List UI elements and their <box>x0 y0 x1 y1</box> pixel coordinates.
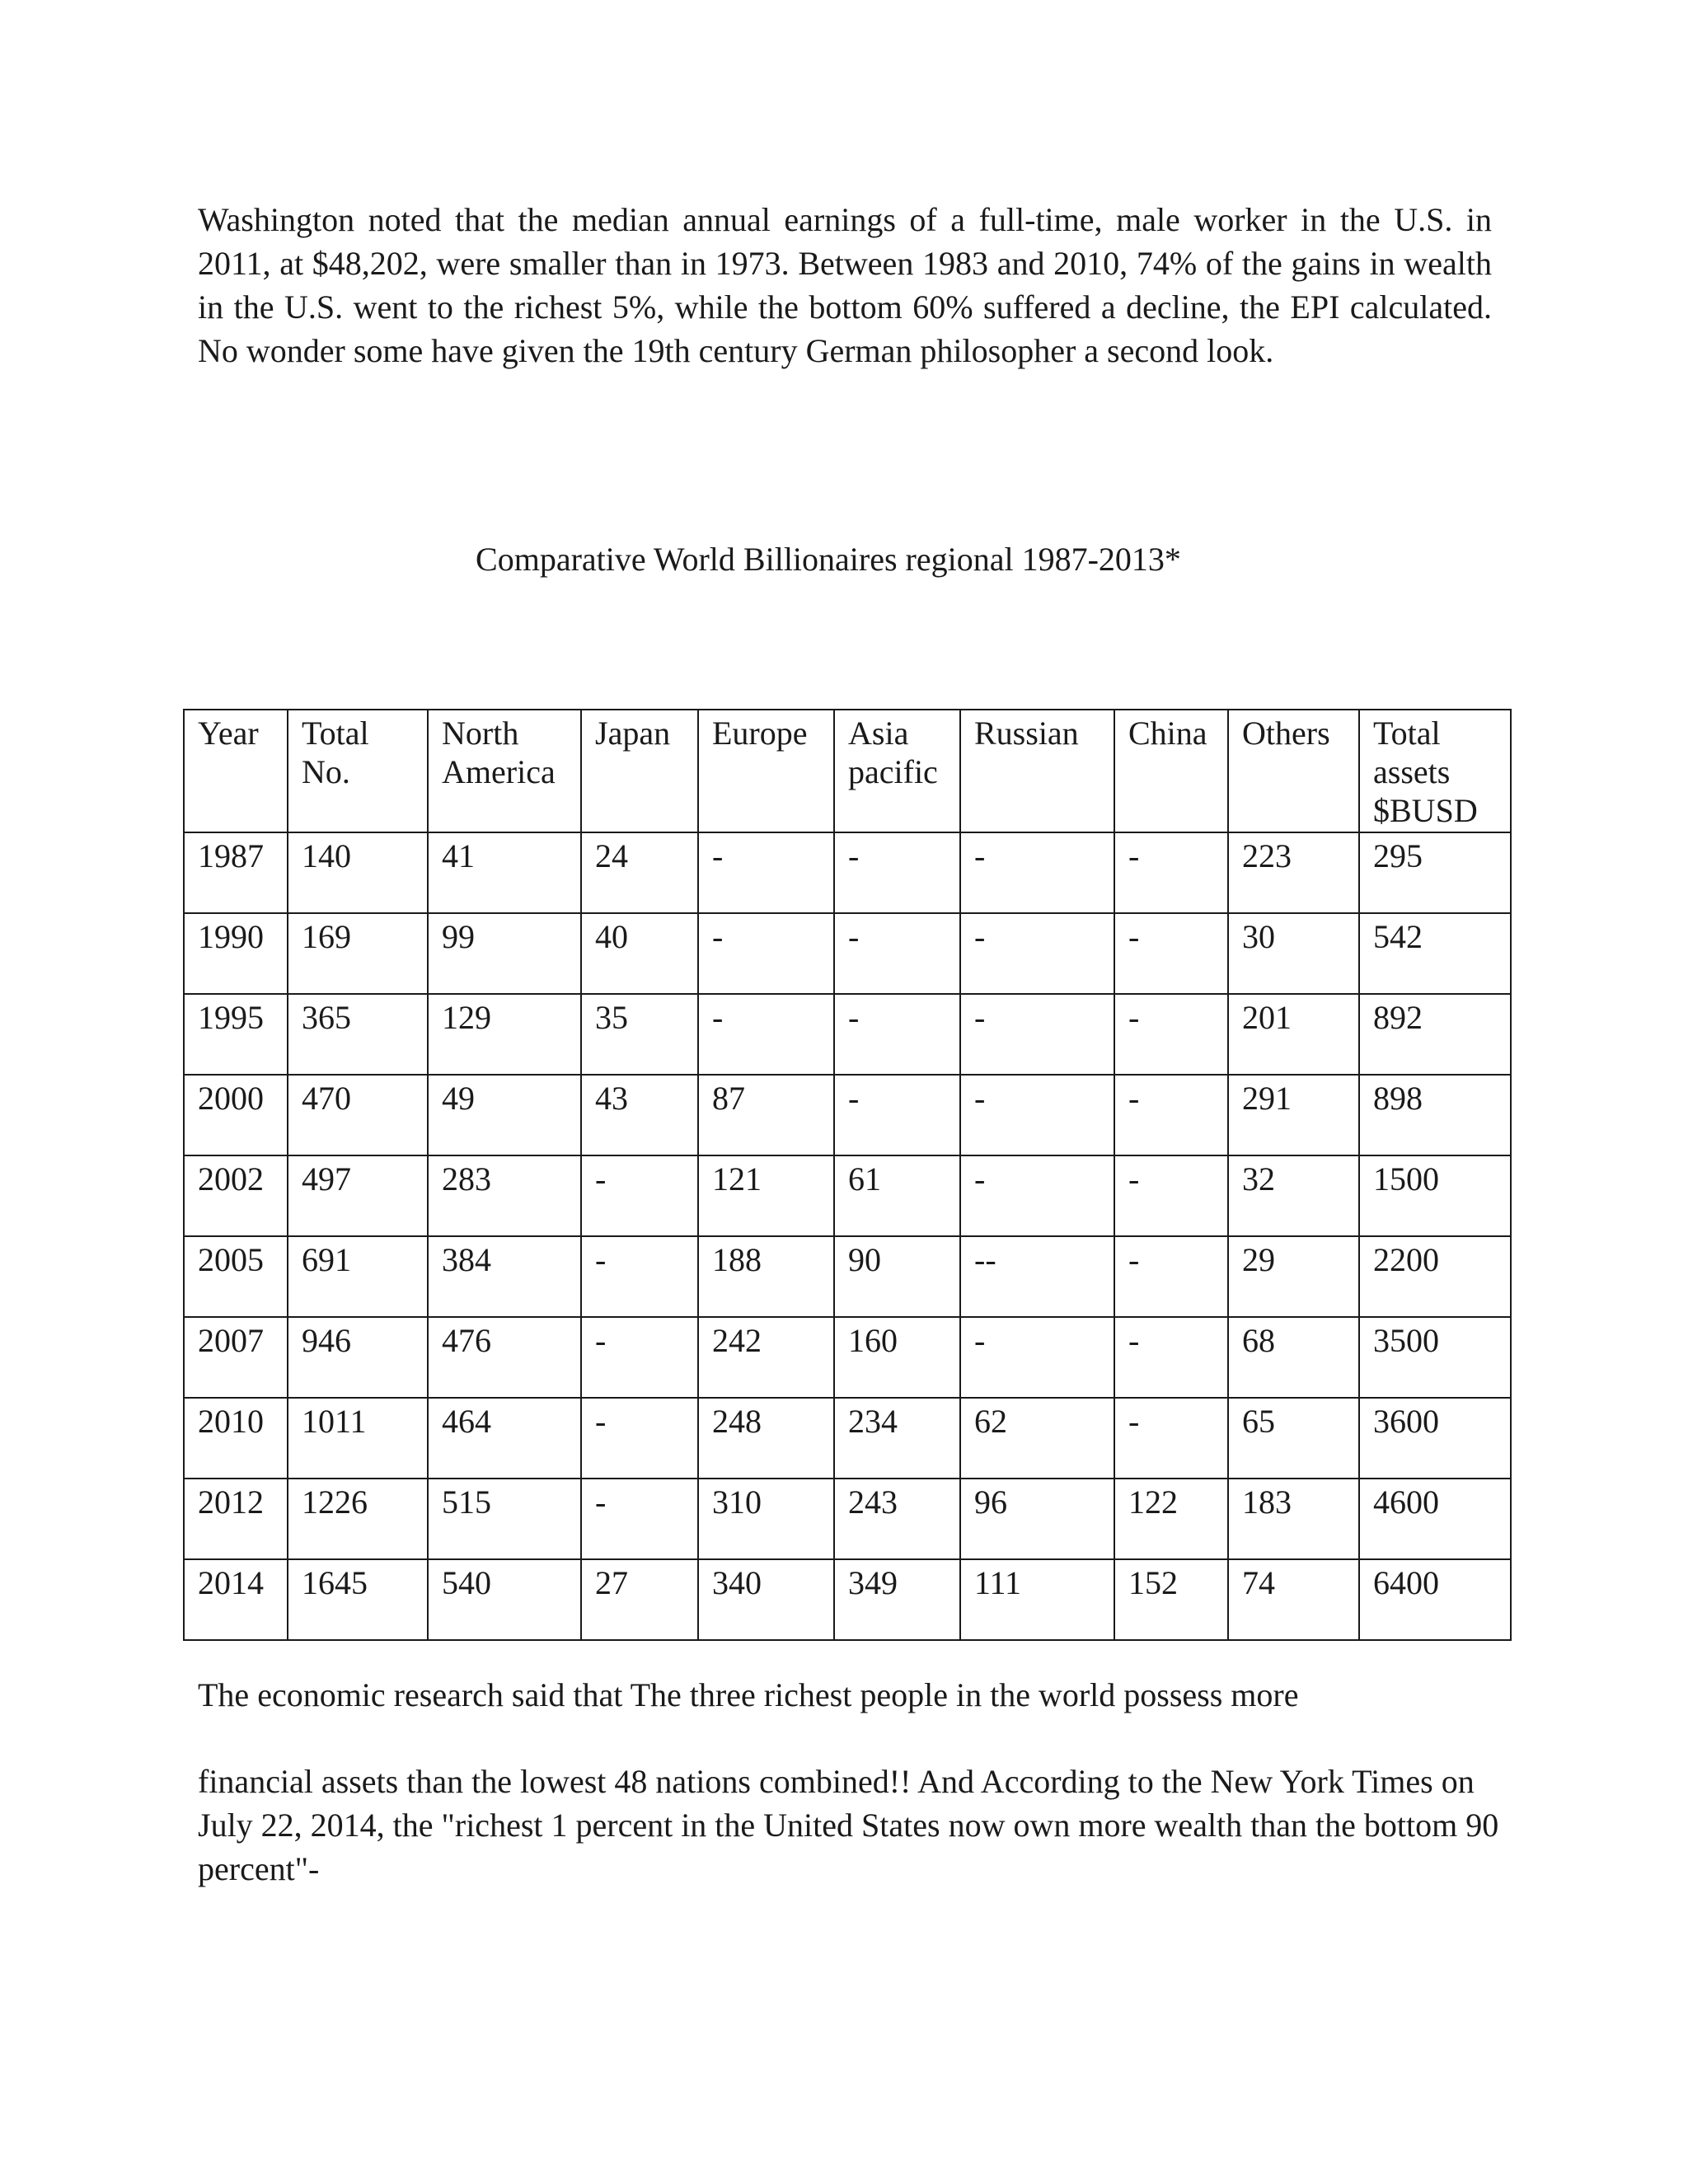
cell-year: 2012 <box>184 1479 288 1559</box>
cell-japan: - <box>581 1317 698 1398</box>
cell-china: 122 <box>1114 1479 1228 1559</box>
closing-paragraph-1: The economic research said that The three richest people in the world possess more <box>198 1676 1299 1713</box>
table-row <box>184 913 1511 994</box>
cell-total-no: 140 <box>288 832 428 913</box>
table-body <box>184 832 1511 1640</box>
cell-europe: - <box>698 913 834 994</box>
header-total-assets: Total assets $BUSD <box>1359 710 1511 832</box>
cell-total-no: 497 <box>288 1155 428 1236</box>
cell-total-assets: 295 <box>1359 832 1511 913</box>
cell-total-assets: 4600 <box>1359 1479 1511 1559</box>
header-europe: Europe <box>698 710 834 832</box>
table-row <box>184 1479 1511 1559</box>
cell-japan: 43 <box>581 1075 698 1155</box>
cell-japan: - <box>581 1155 698 1236</box>
cell-others: 65 <box>1228 1398 1359 1479</box>
cell-year: 2005 <box>184 1236 288 1317</box>
cell-total-no: 169 <box>288 913 428 994</box>
cell-russian: - <box>960 832 1114 913</box>
closing-paragraph-2: financial assets than the lowest 48 nations combined!! And According to the New York Times on July 22, 2014, the "richest 1 percent in the United States now own more wealth than the bottom 90 percent"- <box>198 1763 1499 1887</box>
cell-europe: 121 <box>698 1155 834 1236</box>
cell-total-assets: 3500 <box>1359 1317 1511 1398</box>
header-year: Year <box>184 710 288 832</box>
cell-asia-pacific: - <box>834 913 960 994</box>
cell-asia-pacific: 234 <box>834 1398 960 1479</box>
cell-north-america: 476 <box>428 1317 581 1398</box>
cell-total-no: 1226 <box>288 1479 428 1559</box>
cell-china: 152 <box>1114 1559 1228 1640</box>
cell-total-no: 1645 <box>288 1559 428 1640</box>
cell-japan: - <box>581 1236 698 1317</box>
cell-china: - <box>1114 1236 1228 1317</box>
cell-russian: - <box>960 994 1114 1075</box>
cell-asia-pacific: 349 <box>834 1559 960 1640</box>
cell-north-america: 41 <box>428 832 581 913</box>
cell-north-america: 99 <box>428 913 581 994</box>
cell-others: 30 <box>1228 913 1359 994</box>
cell-others: 29 <box>1228 1236 1359 1317</box>
header-russian: Russian <box>960 710 1114 832</box>
cell-year: 1987 <box>184 832 288 913</box>
cell-europe: 188 <box>698 1236 834 1317</box>
cell-japan: 27 <box>581 1559 698 1640</box>
table-row <box>184 1075 1511 1155</box>
cell-asia-pacific: 61 <box>834 1155 960 1236</box>
cell-total-no: 470 <box>288 1075 428 1155</box>
cell-total-no: 691 <box>288 1236 428 1317</box>
cell-year: 2010 <box>184 1398 288 1479</box>
cell-total-assets: 2200 <box>1359 1236 1511 1317</box>
header-total-no: Total No. <box>288 710 428 832</box>
cell-china: - <box>1114 1317 1228 1398</box>
cell-others: 68 <box>1228 1317 1359 1398</box>
header-china: China <box>1114 710 1228 832</box>
header-asia-pacific: Asia pacific <box>834 710 960 832</box>
cell-china: - <box>1114 832 1228 913</box>
cell-asia-pacific: 160 <box>834 1317 960 1398</box>
cell-japan: - <box>581 1479 698 1559</box>
cell-total-assets: 3600 <box>1359 1398 1511 1479</box>
cell-others: 201 <box>1228 994 1359 1075</box>
cell-year: 2014 <box>184 1559 288 1640</box>
cell-total-assets: 6400 <box>1359 1559 1511 1640</box>
cell-others: 291 <box>1228 1075 1359 1155</box>
cell-asia-pacific: - <box>834 1075 960 1155</box>
cell-north-america: 49 <box>428 1075 581 1155</box>
cell-europe: 87 <box>698 1075 834 1155</box>
cell-others: 183 <box>1228 1479 1359 1559</box>
cell-europe: - <box>698 994 834 1075</box>
cell-russian: 111 <box>960 1559 1114 1640</box>
cell-total-no: 1011 <box>288 1398 428 1479</box>
cell-asia-pacific: 90 <box>834 1236 960 1317</box>
cell-europe: - <box>698 832 834 913</box>
cell-japan: 40 <box>581 913 698 994</box>
cell-total-no: 365 <box>288 994 428 1075</box>
cell-year: 2002 <box>184 1155 288 1236</box>
table-row <box>184 994 1511 1075</box>
cell-total-assets: 898 <box>1359 1075 1511 1155</box>
cell-asia-pacific: - <box>834 832 960 913</box>
header-japan: Japan <box>581 710 698 832</box>
cell-asia-pacific: - <box>834 994 960 1075</box>
table-row <box>184 1236 1511 1317</box>
cell-china: - <box>1114 994 1228 1075</box>
cell-china: - <box>1114 1155 1228 1236</box>
cell-russian: 62 <box>960 1398 1114 1479</box>
cell-russian: - <box>960 1075 1114 1155</box>
cell-europe: 310 <box>698 1479 834 1559</box>
cell-china: - <box>1114 913 1228 994</box>
cell-russian: - <box>960 1155 1114 1236</box>
cell-north-america: 283 <box>428 1155 581 1236</box>
cell-north-america: 129 <box>428 994 581 1075</box>
cell-north-america: 464 <box>428 1398 581 1479</box>
table-row <box>184 832 1511 913</box>
cell-north-america: 515 <box>428 1479 581 1559</box>
header-others: Others <box>1228 710 1359 832</box>
table-row <box>184 1317 1511 1398</box>
header-north-america: North America <box>428 710 581 832</box>
cell-europe: 242 <box>698 1317 834 1398</box>
cell-total-assets: 542 <box>1359 913 1511 994</box>
cell-russian: - <box>960 913 1114 994</box>
cell-japan: 24 <box>581 832 698 913</box>
cell-russian: - <box>960 1317 1114 1398</box>
table-row <box>184 1398 1511 1479</box>
table-row <box>184 1155 1511 1236</box>
intro-paragraph: Washington noted that the median annual earnings of a full-time, male worker in the U.S. in 2011, at $48,202, were smaller than in 1973. Between 1983 and 2010, 74% of the gains in wealth in the U.S. went to the richest 5%, while the bottom 60% suffered a decline, the EPI calculated. No wonder some have given the 19th century German philosopher a second look. <box>198 201 1492 369</box>
billionaires-table <box>183 709 1512 1641</box>
cell-europe: 248 <box>698 1398 834 1479</box>
cell-japan: 35 <box>581 994 698 1075</box>
cell-japan: - <box>581 1398 698 1479</box>
cell-russian: 96 <box>960 1479 1114 1559</box>
cell-others: 223 <box>1228 832 1359 913</box>
cell-china: - <box>1114 1075 1228 1155</box>
cell-china: - <box>1114 1398 1228 1479</box>
cell-others: 74 <box>1228 1559 1359 1640</box>
cell-year: 2007 <box>184 1317 288 1398</box>
table-row <box>184 1559 1511 1640</box>
cell-year: 1990 <box>184 913 288 994</box>
cell-total-no: 946 <box>288 1317 428 1398</box>
cell-russian: -- <box>960 1236 1114 1317</box>
cell-asia-pacific: 243 <box>834 1479 960 1559</box>
cell-year: 1995 <box>184 994 288 1075</box>
cell-europe: 340 <box>698 1559 834 1640</box>
table-title: Comparative World Billionaires regional 1987-2013* <box>476 541 1181 578</box>
cell-total-assets: 1500 <box>1359 1155 1511 1236</box>
cell-total-assets: 892 <box>1359 994 1511 1075</box>
cell-others: 32 <box>1228 1155 1359 1236</box>
cell-north-america: 540 <box>428 1559 581 1640</box>
table-header-row <box>184 710 1511 832</box>
cell-year: 2000 <box>184 1075 288 1155</box>
cell-north-america: 384 <box>428 1236 581 1317</box>
